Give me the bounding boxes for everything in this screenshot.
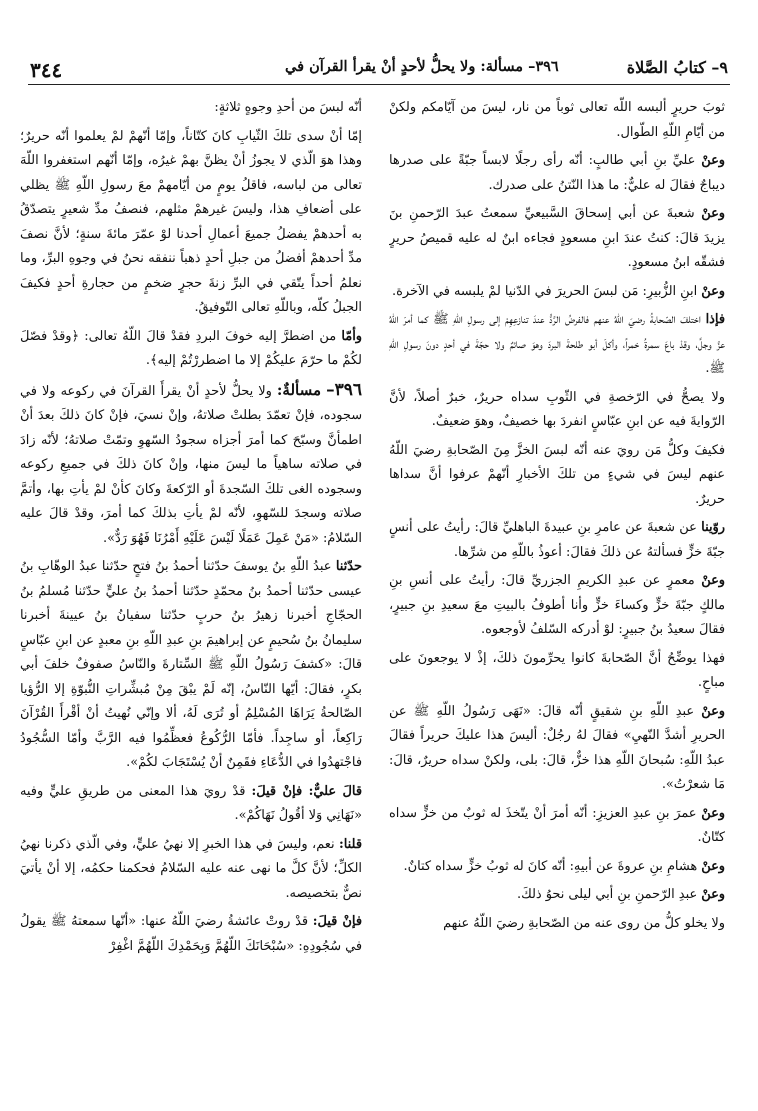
paragraph: وعنْ معمرٍ عن عبدِ الكريمِ الجزريِّ قالَ: رأيتُ على أنسِ بنِ مالكٍ جبّةَ خزٍّ وكساءَ خزٍّ وأنا أطوفُ بالبيتِ معَ سعيدِ بنِ جبيرٍ، فقالَ سعيدُ بنُ جبيرٍ: لوْ أدركه السّلفُ لأوجعوه.	[389, 573, 725, 637]
running-title: ٣٩٦– مسألة: ولا يحلُّ لأحدٍ أنْ يقرأ القرآن في	[285, 58, 559, 75]
paragraph: وعنْ عمرَ بنِ عبدِ العزيزِ: أنّه أمرَ أنْ يتّخذَ له ثوبٌ من خزٍّ سداه كتّانٌ.	[389, 805, 725, 845]
left-column	[20, 96, 362, 1101]
paragraph: وأمّا من اضطرَّ إليه خوفَ البردِ فقدْ قالَ اللّهُ تعالى: ﴿وقدْ فصّلَ لكُمْ ما حرّمَ عليكُمْ إلا ما اضطررْتُمْ إليه﴾.	[20, 328, 362, 368]
paragraph: ولا يخلو كلُّ من روى عنه من الصّحابةِ رضيَ اللّهُ عنهم	[443, 915, 725, 931]
paragraph: إمّا أنْ سدى تلكَ الثّيابِ كانَ كتّاناً، وإمّا أنّهمْ لمْ يعلموا أنّه حريرٌ؛ وهذا هوَ الّذي لا يجوزُ أنْ يظنَّ بهمْ غيرُه، وإمّا أنّهم استغفروا اللّهَ تعالى من لباسه، فاقلُ يومٍ من أيّامهمْ معَ رسولِ اللّهِ ﷺ يظلي على أضعافِ هذا، وليسَ غيرهمْ مثلهم، فنصفُ مدِّ شعيرٍ يتصدّقُ به أحدهمْ يفضلُ جميعَ أعمالِ أحدنا لوْ عمّرَ مائةَ سنةٍ؛ لأنَّ نصفَ مدِّ أحدهمْ أفضلُ من جبلِ أحدٍ ذهباً ننفقه نحنُ في وجوهِ البرِّ، وما نعلمُ أحداً يتّقي في البرِّ زنةَ حجرٍ ضخمٍ من حجارةِ أحدٍ فكيفَ الجبلُ كلّه، وباللّهِ تعالى التّوفيقُ.	[20, 128, 362, 315]
paragraph: روّينا عن شعبةَ عن عامرِ بنِ عبيدةَ الباهليِّ قالَ: رأيتُ على أنسٍ جبّةَ خزٍّ فسألتهُ عن ذلكَ فقالَ: أعوذُ باللّهِ من شرِّها.	[389, 520, 725, 560]
paragraph: أنّه لبسَ من أحدِ وجوهٍ ثلاثةٍ:	[214, 100, 362, 115]
paragraph: حدّثنا عبدُ اللّهِ بنُ يوسفَ حدّثنا أحمدُ بنُ فتحٍ حدّثنا عبدُ الوهّابِ بنُ عيسى حدّثنا أحمدُ بنُ محمّدٍ حدّثنا أحمدُ بنُ عليٍّ حدّثنا مُسلمُ بنُ الحجّاجِ أخبرنا زهيرُ بنُ حربٍ حدّثنا سفيانُ بنُ عيينةَ أخبرنا سليمانُ بنُ سُحيمٍ عن إبراهيمَ بنِ عبدِ اللّهِ بنِ معبدٍ عن ابنِ عبّاسٍ قالَ: «كشفَ رَسُولُ اللّهِ ﷺ السِّتارةَ والنّاسُ صفوفٌ خلفَ أبي بكرٍ، فقالَ: أيّها النّاسُ، إنّه لَمْ يبْقَ مِنْ مُبشِّراتِ النُّبوّةِ إلا الرُّؤيا الصّالحةُ يَرَاهَا المُسْلِمُ أو تُرَى لَهُ، ألا وإنّي نُهيتُ أنْ أقْرأَ القُرْآنَ رَاكِعاً، أو ساجِداً. فأمّا الرُّكُوعُ فعظِّمُوا فيه الرَّبَّ وأمّا السُّجُودُ فاجْتهدُوا في الدُّعَاءِ فقَمِنٌ أنْ يُسْتَجَابَ لكُمْ».	[20, 559, 362, 770]
right-column	[389, 96, 725, 1096]
paragraph: وعنْ عليِّ بنِ أبي طالبٍ: أنّه رأى رجلًا لابساً جبّةً على صدرها ديباجٌ فقالَ له عليٌّ: ما هذا النّتنُ على صدرك.	[389, 153, 725, 193]
paragraph: قالَ عليٌّ: فإنْ قيلَ: قدْ رويَ هذا المعنى من طريقِ عليٍّ وفيه «نَهَانِي وَلا أقُولُ نَهَاكُمْ».	[20, 783, 362, 823]
page-header	[0, 0, 758, 86]
section-label: مسألةٌ:	[276, 380, 322, 399]
paragraph: فإذا اختلفَ الصّحابةُ رضيَ اللّهُ عنهم فالفرضُ الرَّدُّ عندَ تنازعِهِمْ إلى رسولِ اللّهِ ﷺ كما أمرَ اللّهُ عزَّ وجلَّ، وقدْ باعَ سمرةُ خمراً، وأكلَ أبو طلحةَ البردَ وهوَ صائمٌ ولا حجّةَ في أحدٍ دونَ رسولِ اللّهِ ﷺ.	[389, 312, 725, 376]
paragraph: وعنْ شعبةَ عن أبي إسحاقَ السَّبيعيِّ سمعتُ عبدَ الرّحمنِ بنَ يزيدَ قالَ: كنتُ عندَ ابنِ مسعودٍ فجاءه ابنٌ له عليه قميصُ حريرٍ فشقّه ابنُ مسعودٍ.	[389, 206, 725, 270]
paragraph: فكيفَ وكلُّ مَن رويَ عنه أنّه لبسَ الخزَّ مِنَ الصّحابةِ رضيَ اللّهُ عنهم ليسَ في شيءٍ من تلكَ الأخبارِ أنّهمْ عرفوا أنَّ سداها حريرٌ.	[389, 442, 725, 507]
paragraph: وعنْ هشامِ بنِ عروةَ عن أبيهِ: أنّه كانَ له ثوبُ خزٍّ سداه كتانٌ.	[403, 858, 725, 874]
paragraph: وعنْ عبدِ الرّحمنِ بنِ أبي ليلى نحوُ ذلكَ.	[517, 887, 725, 902]
page-number: ٣٤٤	[30, 58, 63, 82]
paragraph: ولا يصحُّ في الرّخصةِ في الثّوبِ سداه حريرٌ، خبرٌ أصلاً، لأنَّ الرّوايةَ فيه عن ابنِ عبّاسٍ انفردَ بها خصيفٌ، وهوَ ضعيفٌ.	[389, 389, 725, 429]
paragraph: وعنْ ابنِ الزُّبيرِ: مَن لبسَ الحريرَ في الدّنيا لمْ يلبسه في الآخرة.	[392, 283, 725, 299]
paragraph: ثوبَ حريرٍ ألبسه اللّه تعالى ثوباً من نار، ليسَ من آيّامكم ولكنْ من أيّامِ اللّهِ الطّوال.	[389, 100, 725, 140]
section-number: ٣٩٦–	[326, 379, 362, 400]
book-title: ٩– كتابُ الصَّلاة	[626, 58, 728, 77]
section-heading	[20, 378, 362, 552]
paragraph: فإنْ قيلَ: قدْ روتْ عائشةُ رضيَ اللّهُ عنها: «أنّها سمعتهُ ﷺ يقولُ في سُجُودِهِ: «سُبْحَانَكَ اللّهُمَّ وَبِحَمْدِكَ اللّهُمَّ اغْفِرْ	[20, 914, 362, 954]
header-rule	[28, 84, 730, 85]
paragraph: وعنْ عبدِ اللّهِ بنِ شقيقٍ أنّه قالَ: «نَهَى رَسُولُ اللّهِ ﷺ عن الحريرِ أشدَّ النّهيِ» فقالَ لهُ رجُلٌ: أليسَ هذا عليكَ حريراً فقالَ عبدُ اللّهِ: سُبحانَ اللّهِ هذا خزٌّ، قالَ: بلى، ولكنْ سداه حريرٌ، قالَ: مَا شعرْتُ».	[389, 703, 725, 792]
section-text: ولا يحلُّ لأحدٍ أنْ يقرأَ القرآنَ في ركوعه ولا في سجوده، فإنْ تعمّدَ بطلتْ صلاتهُ، وإنْ نسيَ، فإنْ كانَ ذلكَ بعدَ أنْ اطمأنَّ وسبّحَ كما أمرَ أجزاه سجودُ السّهوِ وتمّتْ صلاتهُ؛ لأنّه زادَ في صلاته ساهياً ما ليسَ منها، وإنْ كانَ ذلكَ في جميعِ ركوعه وسجوده الغى تلكَ السّجدةَ أو الرّكعةَ وكانَ كأنْ لمْ يأتِ بها، وأتمَّ صلاته وسجدَ للسّهوِ، لأنّه لمْ يأتِ بذلكَ كما أمرَ، وقدْ قالَ عليه السّلامُ: «مَنْ عَمِلَ عَمَلًا لَيْسَ عَلَيْهِ أَمْرُنَا فَهُوَ رَدٌّ».	[20, 383, 362, 546]
paragraph: فهذا يوضِّحُ أنَّ الصّحابةَ كانوا يحرِّمونَ ذلكَ، إذْ لا يوجعونَ على مباحٍ.	[389, 650, 725, 690]
paragraph: قلنا: نعم، وليسَ في هذا الخبرِ إلا نهيُ عليٍّ، وفي الّذي ذكرنا نهيُ الكلِّ؛ لأنَّ كلَّ ما نهى عنه عليه السّلامُ فحكمنا حكمُه، إلا أنْ يأتيَ نصٌّ بتخصيصه.	[20, 836, 362, 901]
